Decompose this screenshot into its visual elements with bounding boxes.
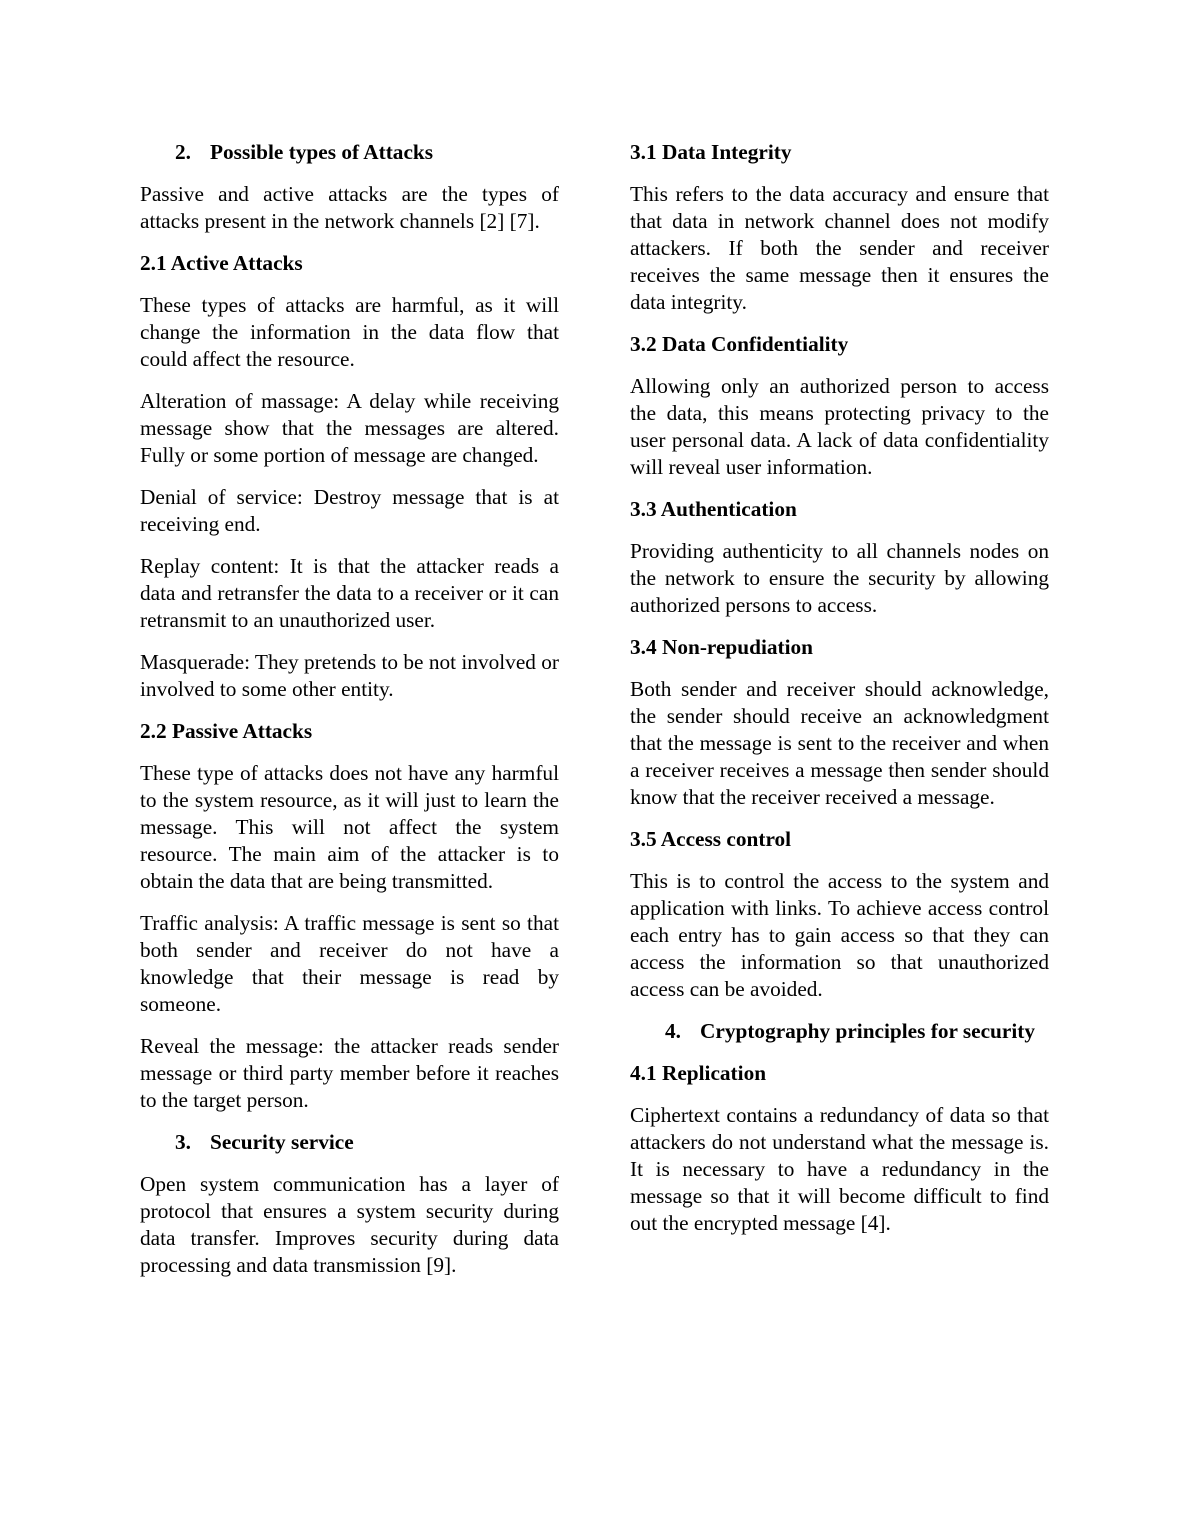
section-3-3-heading: 3.3 Authentication (630, 497, 797, 521)
section-3-4-heading: 3.4 Non-repudiation (630, 635, 814, 659)
section-3-heading (140, 1129, 559, 1156)
paragraph: This refers to the data accuracy and ensure that that data in network channel does not modify attackers. If both the sender and receiver receives the same message then it ensures the data integrity. (630, 182, 1049, 314)
section-number: 2. (175, 140, 191, 164)
right-column (630, 139, 1049, 1252)
left-column (140, 139, 559, 1294)
paragraph: Replay content: It is that the attacker reads a data and retransfer the data to a receiver or it can retransmit to an unauthorized user. (140, 554, 559, 632)
paragraph: Reveal the message: the attacker reads sender message or third party member before it reaches to the target person. (140, 1034, 559, 1112)
paragraph: Masquerade: They pretends to be not involved or involved to some other entity. (140, 650, 559, 701)
section-number: 3. (175, 1130, 191, 1154)
section-3-5-heading: 3.5 Access control (630, 827, 792, 851)
paragraph: These types of attacks are harmful, as it will change the information in the data flow that could affect the resource. (140, 293, 559, 371)
section-2-1-heading: 2.1 Active Attacks (140, 251, 303, 275)
paragraph: Providing authenticity to all channels nodes on the network to ensure the security by allowing authorized persons to access. (630, 539, 1049, 617)
paragraph: Allowing only an authorized person to access the data, this means protecting privacy to the user personal data. A lack of data confidentiality will reveal user information. (630, 374, 1049, 479)
paragraph: These type of attacks does not have any harmful to the system resource, as it will just to learn the message. This will not affect the system resource. The main aim of the attacker is to obtain the data that are being transmitted. (140, 761, 559, 893)
section-4-heading (630, 1018, 1049, 1045)
section-2-heading (140, 139, 559, 166)
paragraph: Traffic analysis: A traffic message is sent so that both sender and receiver do not have a knowledge that their message is read by someone. (140, 911, 559, 1016)
paragraph: Both sender and receiver should acknowledge, the sender should receive an acknowledgment that the message is sent to the receiver and when a receiver receives a message then sender should know that the receiver received a message. (630, 677, 1049, 809)
section-3-2-heading: 3.2 Data Confidentiality (630, 332, 849, 356)
section-4-1-heading: 4.1 Replication (630, 1061, 767, 1085)
paragraph: Open system communication has a layer of protocol that ensures a system security during data transfer. Improves security during data processing and data transmission [9]. (140, 1172, 559, 1277)
section-title: Security service (210, 1130, 354, 1154)
paragraph: This is to control the access to the system and application with links. To achieve access control each entry has to gain access so that they can access the information so that unauthorized access can be avoided. (630, 869, 1049, 1001)
paragraph: Denial of service: Destroy message that is at receiving end. (140, 485, 559, 536)
section-number: 4. (665, 1019, 681, 1043)
section-title: Possible types of Attacks (210, 140, 434, 164)
section-3-1-heading: 3.1 Data Integrity (630, 140, 792, 164)
section-2-2-heading: 2.2 Passive Attacks (140, 719, 313, 743)
section-title: Cryptography principles for security (700, 1019, 1036, 1043)
paragraph: Alteration of massage: A delay while receiving message show that the messages are altered. Fully or some portion of message are changed. (140, 389, 559, 467)
paragraph: Ciphertext contains a redundancy of data so that attackers do not understand what the message is. It is necessary to have a redundancy in the message so that it will become difficult to find out the encrypted message [4]. (630, 1103, 1049, 1235)
section-2-intro: Passive and active attacks are the types of attacks present in the network channels [2] [7]. (140, 182, 559, 233)
